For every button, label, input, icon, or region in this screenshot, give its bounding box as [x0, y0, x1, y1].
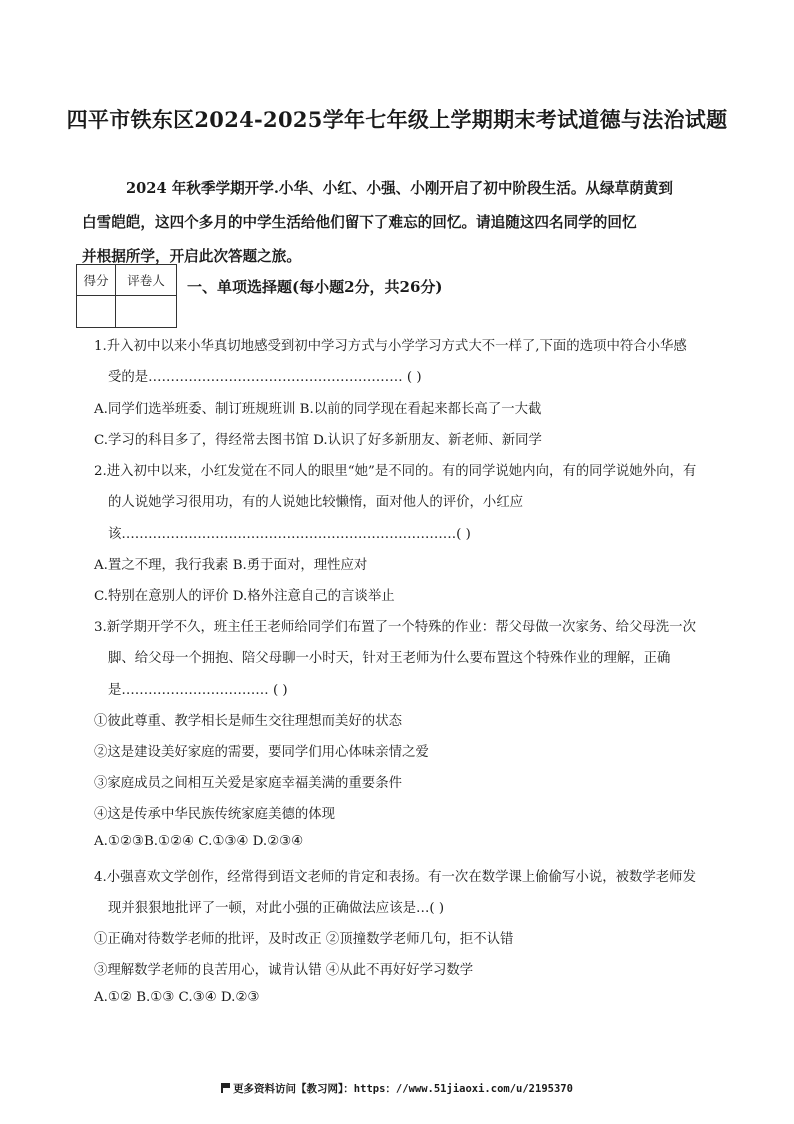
- intro-paragraph: [82, 172, 722, 274]
- footer: [0, 1081, 794, 1096]
- grader-cell: [116, 296, 177, 328]
- flag-icon: [221, 1083, 230, 1093]
- q1-options-line-1: A.同学们选举班委、制订班规班训 B.以前的同学现在看起来都长高了一大截: [94, 402, 542, 417]
- intro-line-2: 白雪皑皑，这四个多月的中学生活给他们留下了难忘的回忆。请追随这四名同学的回忆: [82, 214, 637, 231]
- q3-statement-1: ①彼此尊重、教学相长是师生交往理想而美好的状态: [94, 714, 402, 729]
- intro-line-3: 并根据所学，开启此次答题之旅。: [82, 248, 301, 265]
- q4-stem-line-2: 现并狠狠地批评了一顿，对此小强的正确做法应该是…( ): [108, 901, 445, 916]
- q3-options: A.①②③B.①②④ C.①③④ D.②③④: [94, 834, 304, 849]
- q3-statement-2: ②这是建设美好家庭的需要，要同学们用心体味亲情之爱: [94, 745, 429, 760]
- section-title: 一、单项选择题(每小题2分，共26分): [187, 278, 443, 296]
- q2-stem-line-3: 该…………………………………………………………………( ): [108, 527, 471, 542]
- intro-line-1: 2024 年秋季学期开学.小华、小红、小强、小刚开启了初中阶段生活。从绿草荫黄到: [126, 180, 673, 197]
- exam-title: 四平市铁东区2024-2025学年七年级上学期期末考试道德与法治试题: [66, 107, 728, 132]
- q4-statements-line-1: ①正确对待数学老师的批评，及时改正 ②顶撞数学老师几句，拒不认错: [94, 932, 514, 947]
- score-cell: [77, 296, 116, 328]
- grader-header: 评卷人: [116, 265, 177, 296]
- q1-stem-line-2: 受的是………………………………………………… ( ): [108, 370, 422, 385]
- q2-stem-line-2: 的人说她学习很用功，有的人说她比较懒惰，面对他人的评价，小红应: [108, 495, 524, 510]
- q2-options-line-2: C.特别在意别人的评价 D.格外注意自己的言谈举止: [94, 589, 395, 604]
- q3-stem-line-3: 是…………………………… ( ): [108, 683, 288, 698]
- q3-stem-line-2: 脚、给父母一个拥抱、陪父母聊一小时天，针对王老师为什么要布置这个特殊作业的理解，正确: [108, 651, 671, 666]
- q3-stem-line-1: 3.新学期开学不久，班主任王老师给同学们布置了一个特殊的作业：帮父母做一次家务、给父母洗一次: [94, 620, 696, 635]
- q1-options-line-2: C.学习的科目多了，得经常去图书馆 D.认识了好多新朋友、新老师、新同学: [94, 433, 542, 448]
- score-header: 得分: [77, 265, 116, 296]
- q2-stem-line-1: 2.进入初中以来，小红发觉在不同人的眼里“她”是不同的。有的同学说她内向，有的同学说她外向，有: [94, 464, 697, 479]
- footer-link[interactable]: 更多资料访问【教习网】：https：//www.51jiaoxi.com/u/2195370: [233, 1083, 573, 1095]
- q3-statement-3: ③家庭成员之间相互关爱是家庭幸福美满的重要条件: [94, 776, 402, 791]
- q4-options: A.①② B.①③ C.③④ D.②③: [94, 990, 260, 1005]
- q4-stem-line-1: 4.小强喜欢文学创作，经常得到语文老师的肯定和表扬。有一次在数学课上偷偷写小说，被数学老师发: [94, 870, 696, 885]
- q1-stem-line-1: 1.升入初中以来小华真切地感受到初中学习方式与小学学习方式大不一样了,下面的选项中符合小华感: [94, 339, 687, 354]
- q4-statements-line-2: ③理解数学老师的良苦用心，诚肯认错 ④从此不再好好学习数学: [94, 963, 474, 978]
- score-table: [76, 264, 177, 328]
- q3-statement-4: ④这是传承中华民族传统家庭美德的体现: [94, 807, 336, 822]
- q2-options-line-1: A.置之不理，我行我素 B.勇于面对，理性应对: [94, 558, 368, 573]
